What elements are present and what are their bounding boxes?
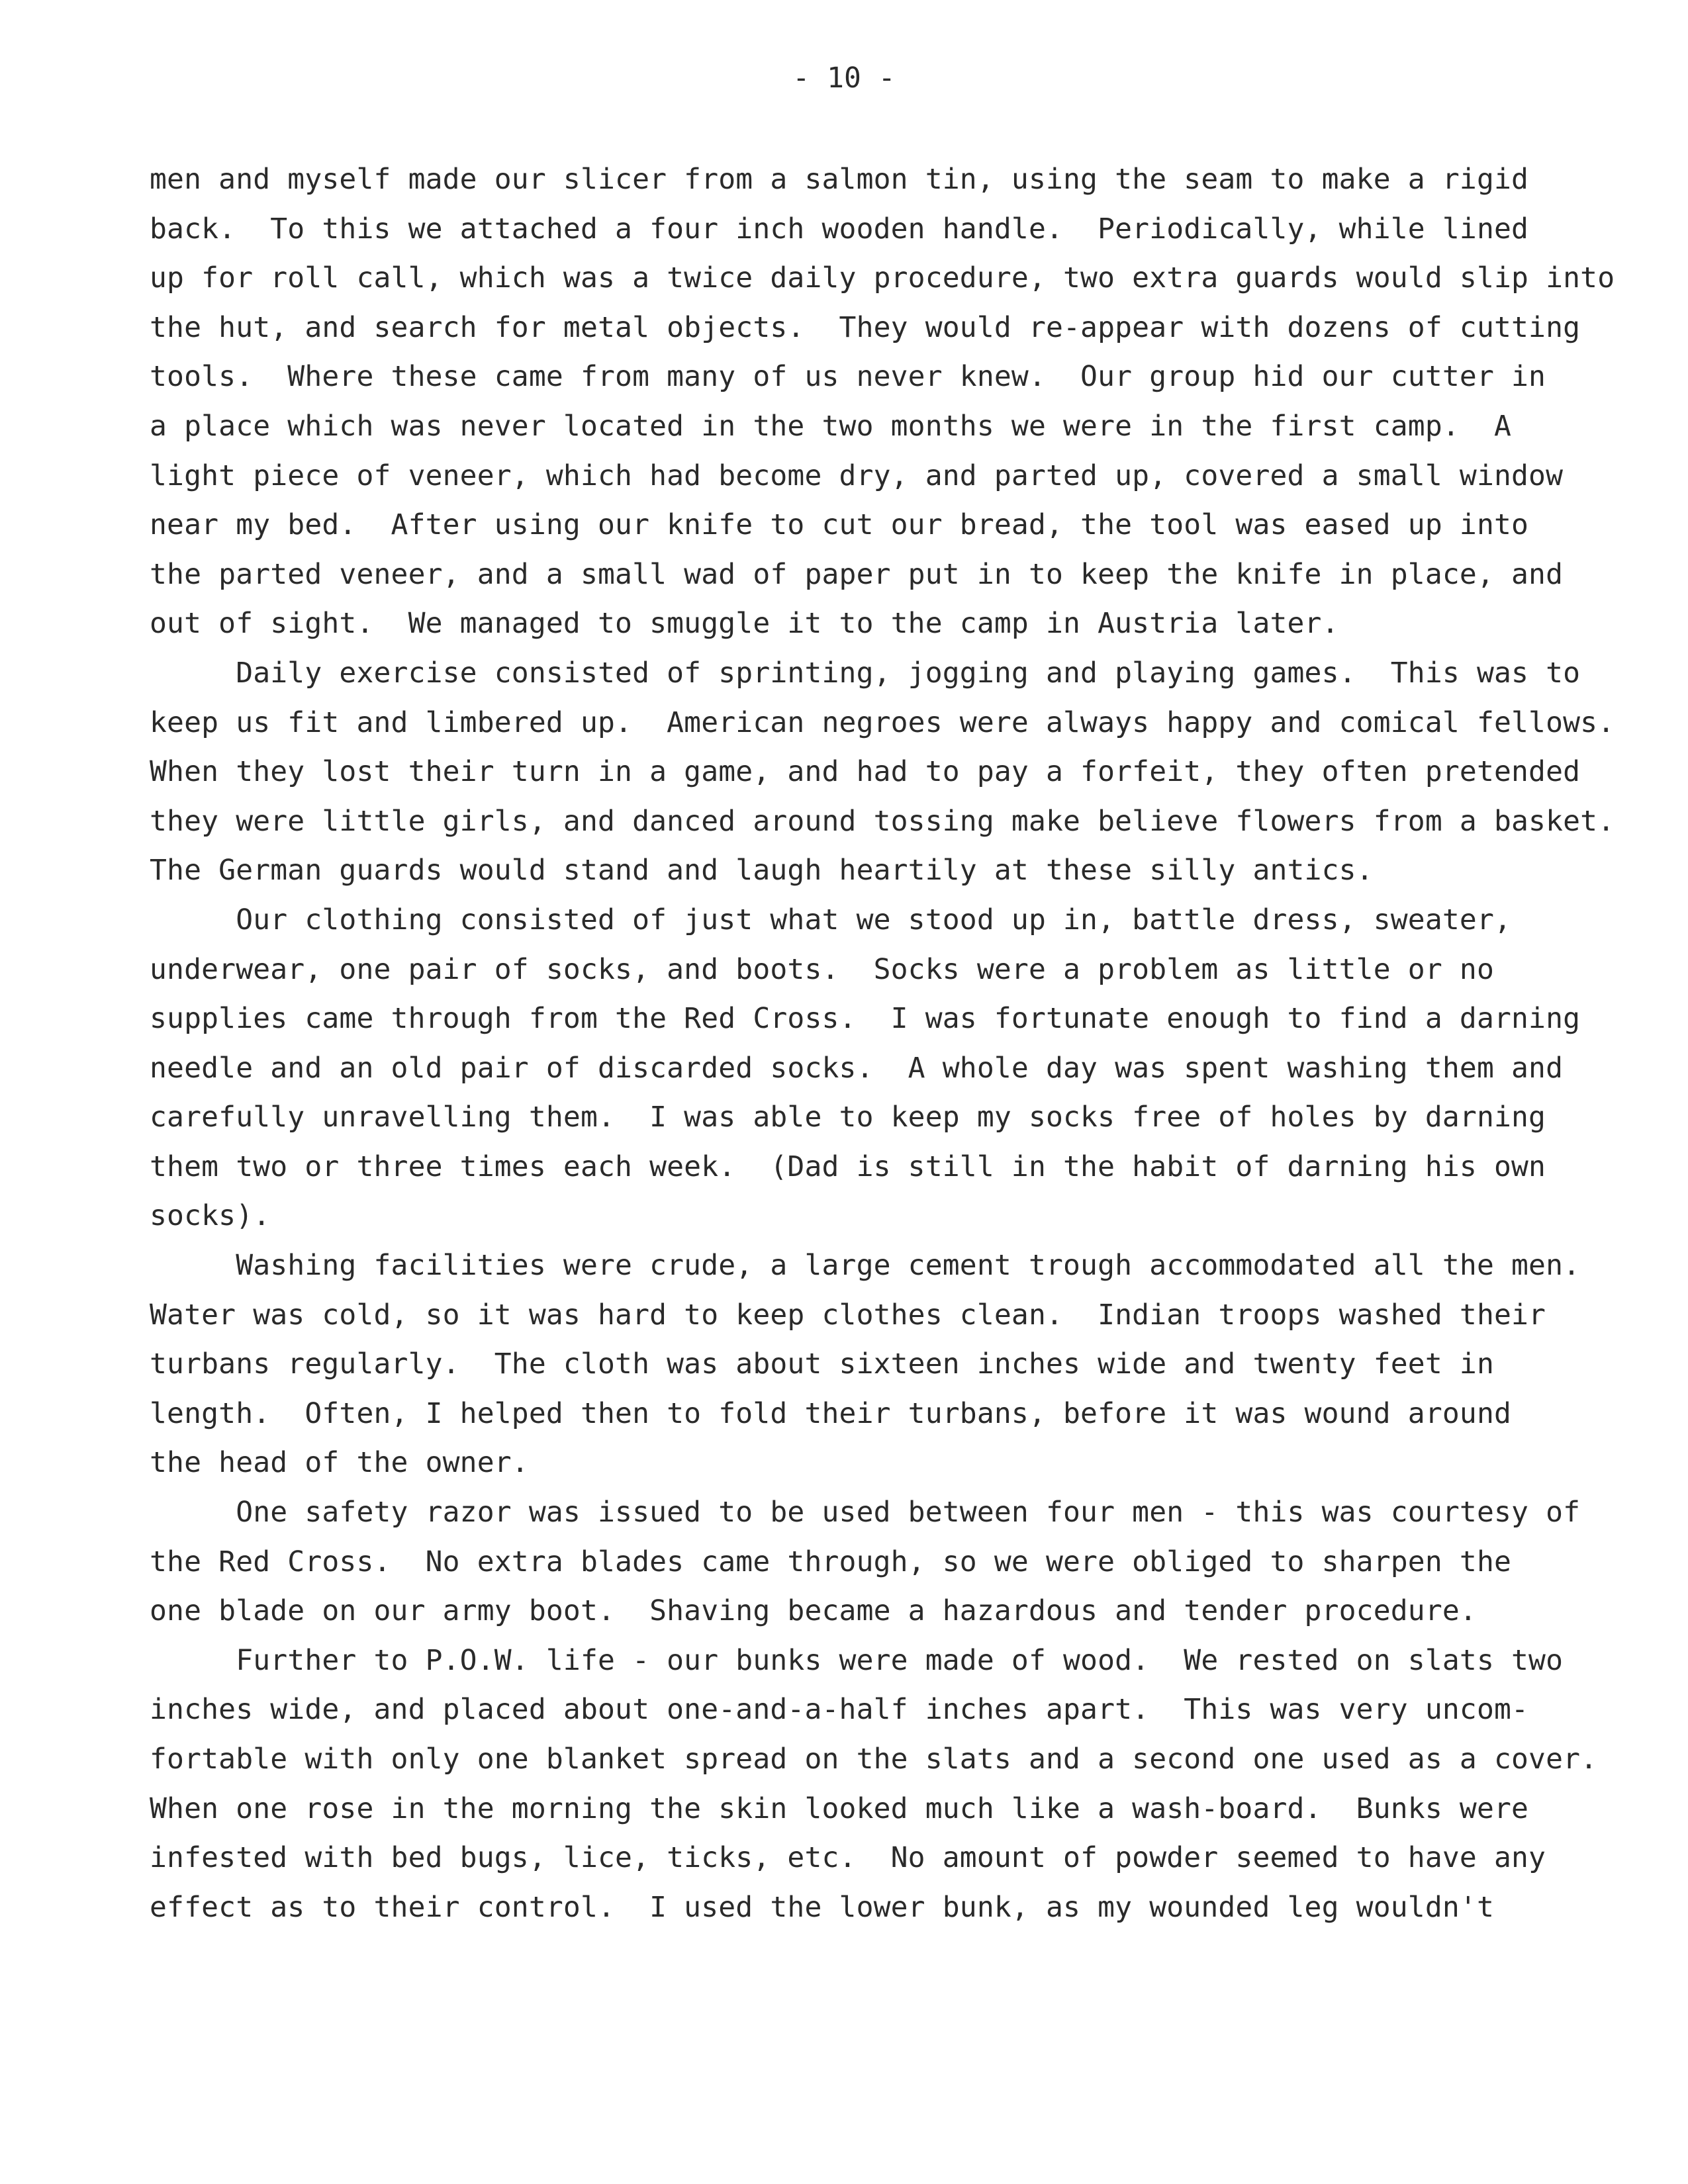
page-number: - 10 - bbox=[792, 62, 896, 95]
text-line: Our clothing consisted of just what we stood up in, battle dress, sweater, bbox=[150, 903, 1512, 936]
text-line: tools. Where these came from many of us never knew. Our group hid our cutter in bbox=[150, 360, 1546, 394]
text-line: needle and an old pair of discarded socks. A whole day was spent washing them and bbox=[150, 1051, 1564, 1085]
text-line: inches wide, and placed about one-and-a-half inches apart. This was very uncom- bbox=[150, 1693, 1529, 1727]
body-text bbox=[150, 155, 1615, 1932]
text-line: men and myself made our slicer from a salmon tin, using the seam to make a rigid bbox=[150, 163, 1529, 196]
text-line: Daily exercise consisted of sprinting, jogging and playing games. This was to bbox=[150, 656, 1581, 690]
text-line: the Red Cross. No extra blades came through, so we were obliged to sharpen the bbox=[150, 1545, 1512, 1578]
text-line: up for roll call, which was a twice daily procedure, two extra guards would slip into bbox=[150, 261, 1615, 295]
text-line: light piece of veneer, which had become dry, and parted up, covered a small window bbox=[150, 459, 1564, 492]
text-line: keep us fit and limbered up. American negroes were always happy and comical fellows. bbox=[150, 705, 1615, 739]
text-line: Washing facilities were crude, a large cement trough accommodated all the men. bbox=[150, 1249, 1581, 1283]
text-line: the head of the owner. bbox=[150, 1446, 529, 1480]
text-line: length. Often, I helped then to fold their turbans, before it was wound around bbox=[150, 1396, 1512, 1430]
text-line: Water was cold, so it was hard to keep clothes clean. Indian troops washed their bbox=[150, 1298, 1546, 1332]
text-line: fortable with only one blanket spread on the slats and a second one used as a cover. bbox=[150, 1743, 1598, 1776]
text-line: Further to P.O.W. life - our bunks were made of wood. We rested on slats two bbox=[150, 1643, 1564, 1677]
text-line: supplies came through from the Red Cross. I was fortunate enough to find a darning bbox=[150, 1002, 1581, 1036]
text-line: near my bed. After using our knife to cut our bread, the tool was eased up into bbox=[150, 508, 1529, 542]
text-line: When they lost their turn in a game, and had to pay a forfeit, they often pretended bbox=[150, 755, 1581, 789]
text-line: out of sight. We managed to smuggle it to the camp in Austria later. bbox=[150, 607, 1339, 641]
text-line: carefully unravelling them. I was able to keep my socks free of holes by darning bbox=[150, 1101, 1546, 1134]
text-line: the hut, and search for metal objects. They would re-appear with dozens of cutting bbox=[150, 310, 1581, 344]
text-line: they were little girls, and danced around tossing make believe flowers from a basket. bbox=[150, 804, 1615, 838]
text-line: them two or three times each week. (Dad is still in the habit of darning his own bbox=[150, 1150, 1546, 1183]
text-line: one blade on our army boot. Shaving became a hazardous and tender procedure. bbox=[150, 1594, 1477, 1628]
text-line: One safety razor was issued to be used between four men - this was courtesy of bbox=[150, 1496, 1581, 1529]
text-line: The German guards would stand and laugh heartily at these silly antics. bbox=[150, 854, 1374, 887]
text-line: socks). bbox=[150, 1199, 271, 1233]
text-line: underwear, one pair of socks, and boots. Socks were a problem as little or no bbox=[150, 952, 1494, 986]
text-line: When one rose in the morning the skin looked much like a wash-board. Bunks were bbox=[150, 1792, 1529, 1825]
text-line: infested with bed bugs, lice, ticks, etc. No amount of powder seemed to have any bbox=[150, 1841, 1546, 1875]
text-line: the parted veneer, and a small wad of paper put in to keep the knife in place, and bbox=[150, 557, 1564, 591]
text-line: effect as to their control. I used the lower bunk, as my wounded leg wouldn't bbox=[150, 1890, 1494, 1924]
text-line: turbans regularly. The cloth was about sixteen inches wide and twenty feet in bbox=[150, 1347, 1494, 1381]
text-line: back. To this we attached a four inch wooden handle. Periodically, while lined bbox=[150, 212, 1529, 246]
text-line: a place which was never located in the two months we were in the first camp. A bbox=[150, 409, 1512, 443]
